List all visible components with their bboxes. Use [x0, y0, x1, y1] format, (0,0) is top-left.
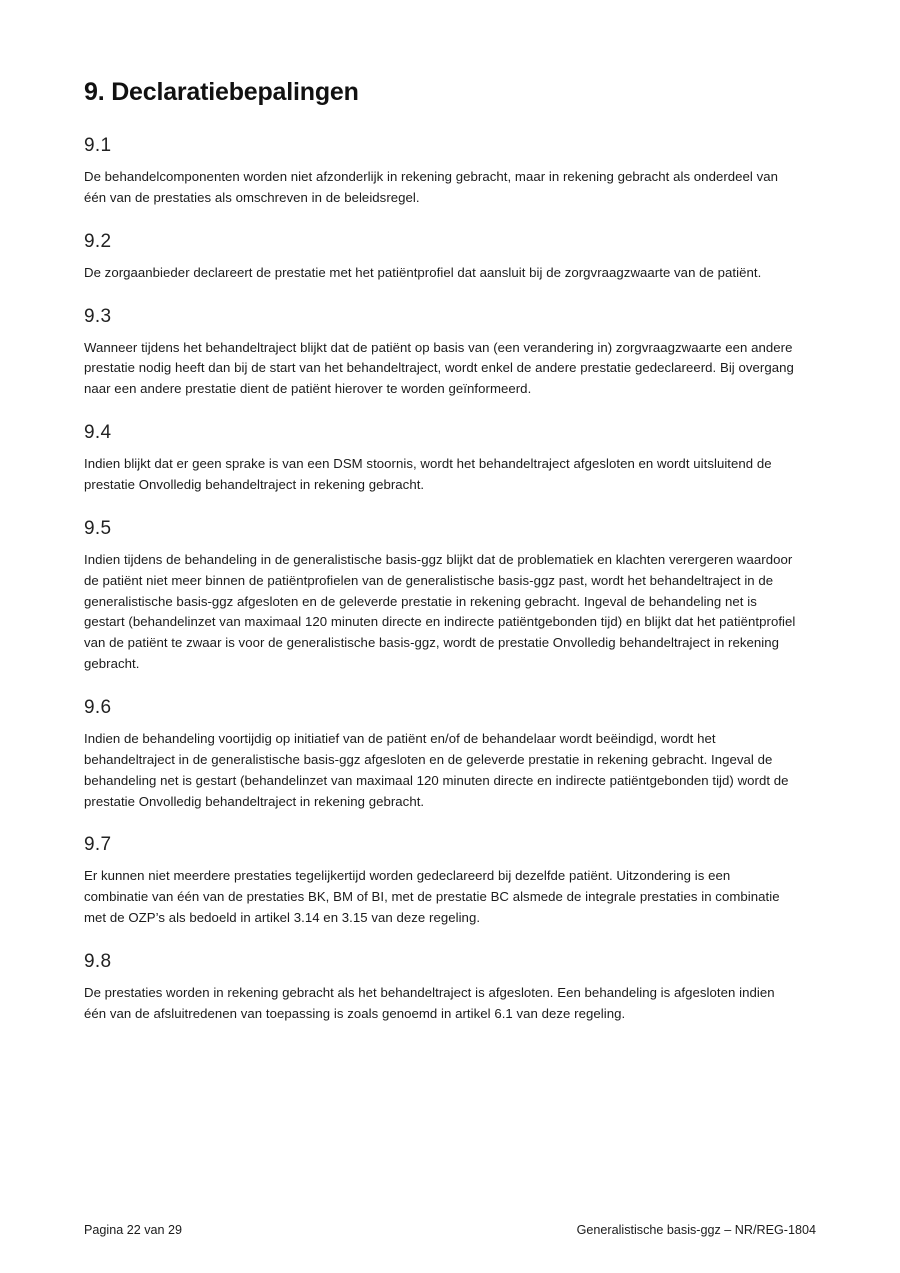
section-text: Indien de behandeling voortijdig op initiatief van de patiënt en/of de behandelaar wordt beëindigd, wordt het behandeltraject in de generalistische basis-ggz afgesloten en de geleverde prestatie in rekening gebracht. Ingeval de behandeling net is gestart (behandelinzet van maximaal 120 minuten directe en indirecte patiëntgebonden tijd) wordt de prestatie Onvolledig behandeltraject in rekening gebracht. [84, 731, 789, 809]
section-text: Er kunnen niet meerdere prestaties tegelijkertijd worden gedeclareerd bij dezelfde patiënt. Uitzondering is een combinatie van één van de prestaties BK, BM of BI, met de prestatie BC alsmede de integrale prestaties in combinatie met de OZP’s als bedoeld in artikel 3.14 en 3.15 van deze regeling. [84, 868, 780, 926]
section-number: 9.4 [84, 422, 112, 444]
section-number: 9.7 [84, 834, 112, 856]
footer-document-reference: Generalistische basis-ggz – NR/REG-1804 [576, 1223, 816, 1237]
section-text: De zorgaanbieder declareert de prestatie met het patiëntprofiel dat aansluit bij de zorgvraagzwaarte van de patiënt. [84, 264, 762, 280]
section-text: De prestaties worden in rekening gebracht als het behandeltraject is afgesloten. Een behandeling is afgesloten indien één van de afsluitredenen van toepassing is zoals genoemd in artikel 6.1 van deze regeling. [84, 985, 775, 1021]
section-9-7 [84, 834, 816, 929]
section-text: De behandelcomponenten worden niet afzonderlijk in rekening gebracht, maar in rekening gebracht als onderdeel van één van de prestaties als omschreven in de beleidsregel. [84, 169, 779, 205]
section-9-5 [84, 518, 816, 675]
section-text: Indien blijkt dat er geen sprake is van een DSM stoornis, wordt het behandeltraject afgesloten en wordt uitsluitend de prestatie Onvolledig behandeltraject in rekening gebracht. [84, 456, 772, 493]
section-number: 9.8 [84, 951, 112, 973]
section-number: 9.6 [84, 697, 112, 719]
section-number: 9.5 [84, 517, 112, 539]
page-title: 9. Declaratiebepalingen [84, 78, 359, 106]
section-9-3 [84, 306, 816, 401]
section-9-6 [84, 697, 816, 812]
section-9-1 [84, 135, 816, 209]
page-footer [84, 1223, 816, 1237]
section-text: Wanneer tijdens het behandeltraject blijkt dat de patiënt op basis van (een verandering in) zorgvraagzwaarte een andere prestatie nodig heeft dan bij de start van het behandeltraject, wordt enkel de andere prestatie gedeclareerd. Bij overgang naar een andere prestatie dient de patiënt hierover te worden geïnformeerd. [84, 339, 794, 397]
section-text: Indien tijdens de behandeling in de generalistische basis-ggz blijkt dat de problematiek en klachten verergeren waardoor de patiënt niet meer binnen de patiëntprofielen van de generalistische basis-ggz past, wordt het behandeltraject in de generalistische basis-ggz afgesloten en de geleverde prestatie in rekening gebracht. Ingeval de behandeling net is gestart (behandelinzet van maximaal 120 minuten directe en indirecte patiëntgebonden tijd) en blijkt dat het patiëntprofiel van de patiënt te zwaar is voor de generalistische basis-ggz, wordt de prestatie Onvolledig behandeltraject in rekening gebracht. [84, 551, 796, 672]
section-9-4 [84, 422, 816, 496]
footer-page-number: Pagina 22 van 29 [84, 1223, 183, 1237]
section-number: 9.1 [84, 135, 112, 156]
section-number: 9.2 [84, 230, 112, 252]
section-number: 9.3 [84, 305, 112, 327]
section-9-2 [84, 231, 816, 284]
section-9-8 [84, 951, 816, 1025]
